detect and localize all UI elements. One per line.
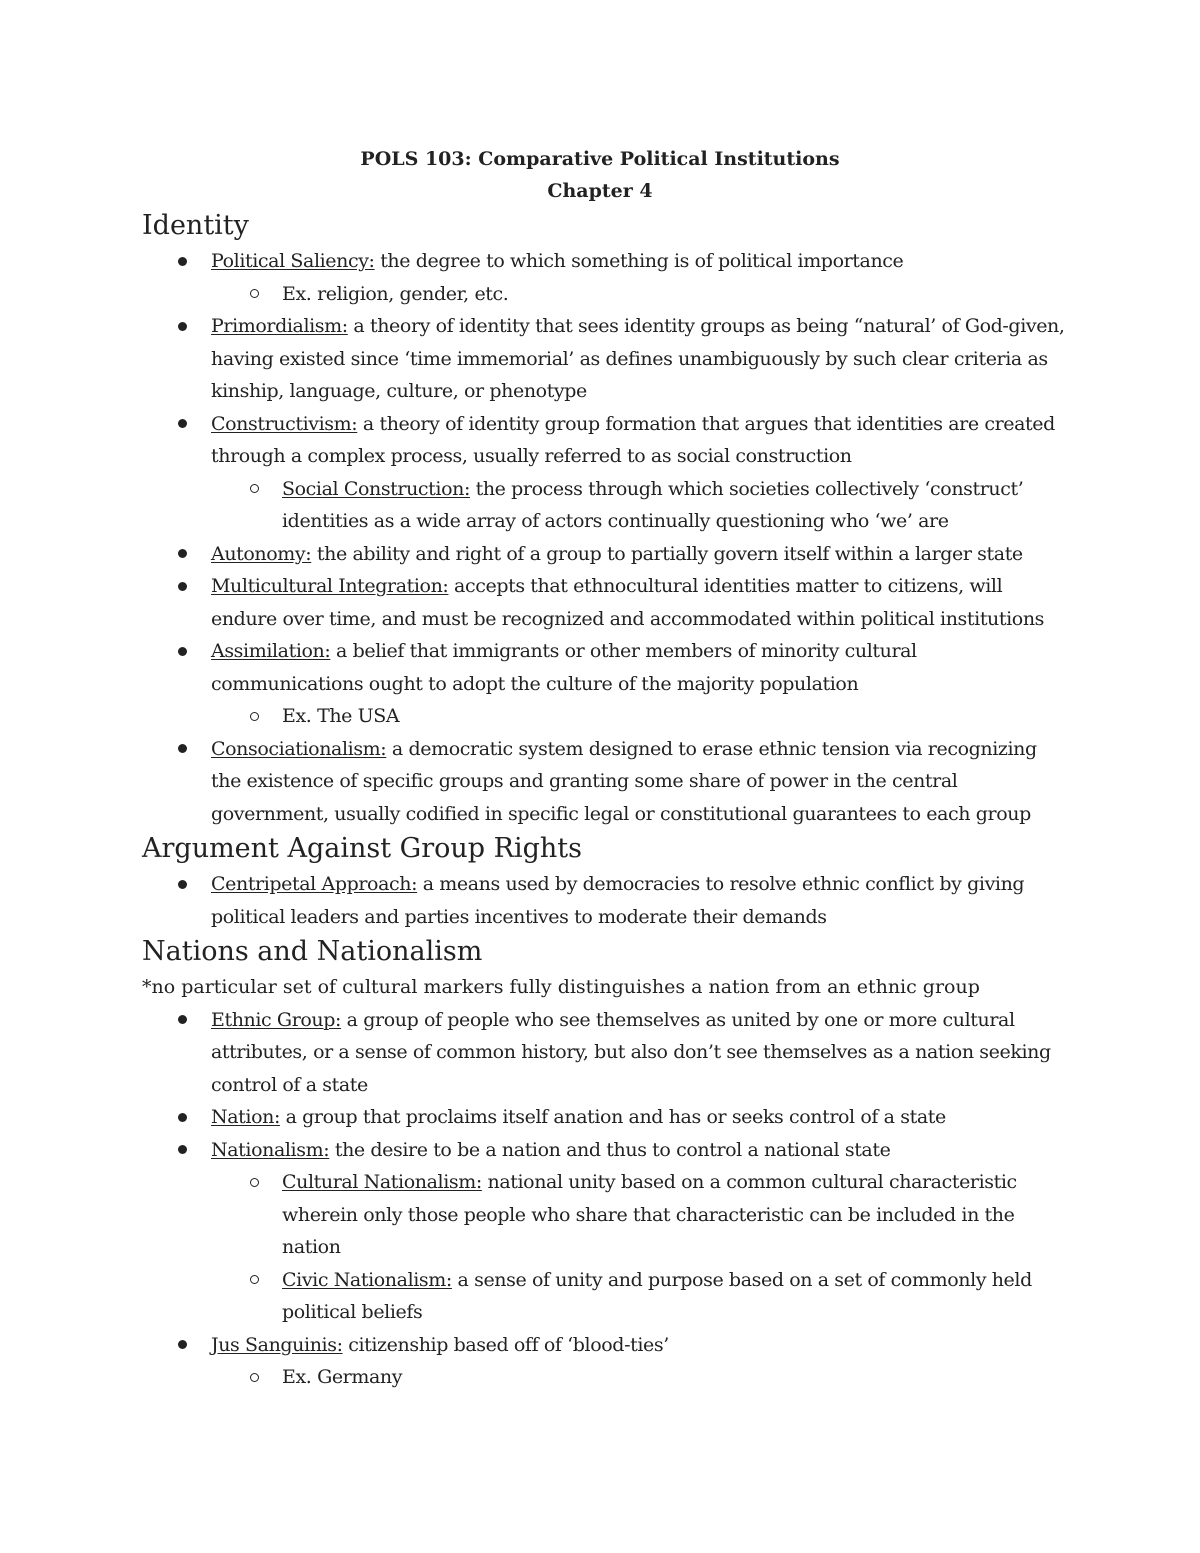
bullet-icon (178, 310, 187, 343)
term: Constructivism: (211, 412, 358, 435)
bullet-icon (178, 408, 187, 441)
hollow-bullet-icon (250, 278, 259, 311)
argument-list (142, 868, 1072, 933)
definition: a democratic system designed to erase ethnic tension via recognizing the existence of specific groups and granting some share of power in the central government, usually codified in specific legal or constitutional guarantees to each group (211, 737, 1037, 825)
list-item (142, 310, 1072, 408)
bullet-icon (178, 538, 187, 571)
bullet-icon (178, 1101, 187, 1134)
hollow-bullet-icon (250, 1264, 259, 1297)
term: Nation: (211, 1106, 280, 1128)
document-body (142, 207, 1072, 1394)
bullet-icon (178, 570, 187, 603)
definition: the process through which societies collectively ‘construct’ identities as a wide array of actors continually questioning who ‘we’ are (282, 477, 1024, 532)
definition: national unity based on a common cultural characteristic wherein only those people who share that characteristic can be included in the nation (282, 1171, 1017, 1258)
list-item (142, 538, 1072, 571)
list-item (142, 1264, 1072, 1329)
list-item (142, 570, 1072, 635)
section-note: *no particular set of cultural markers fully distinguishes a nation from an ethnic group (142, 976, 980, 998)
definition: a means used by democracies to resolve ethnic conflict by giving political leaders and parties incentives to moderate their demands (211, 873, 1025, 928)
bullet-icon (178, 1134, 187, 1167)
example: Ex. religion, gender, etc. (282, 282, 509, 305)
term: Autonomy: (211, 542, 312, 565)
hollow-bullet-icon (250, 1361, 259, 1394)
term: Political Saliency: (211, 250, 375, 272)
list-item (142, 1101, 1072, 1134)
term: Consociationalism: (211, 737, 387, 760)
hollow-bullet-icon (250, 473, 259, 506)
definition: citizenship based off of ‘blood-ties’ (342, 1333, 669, 1356)
bullet-icon (178, 1004, 187, 1037)
section-heading-identity: Identity (142, 210, 249, 241)
term: Civic Nationalism: (282, 1268, 452, 1291)
list-item (142, 278, 1072, 311)
definition: the ability and right of a group to partially govern itself within a larger state (311, 542, 1023, 565)
list-item (142, 245, 1072, 278)
list-item (142, 1134, 1072, 1167)
definition: a theory of identity that sees identity groups as being “natural’ of God-given, having existed since ‘time immemorial’ as defines unambiguously by such clear criteria as kinship, language, culture, or phenotype (211, 315, 1065, 402)
list-item (142, 1329, 1072, 1362)
definition: a group that proclaims itself anation and has or seeks control of a state (279, 1106, 946, 1128)
definition: accepts that ethnocultural identities matter to citizens, will endure over time, and must be recognized and accommodated within political institutions (211, 575, 1045, 630)
definition: a belief that immigrants or other members of minority cultural communications ought to adopt the culture of the majority population (211, 640, 917, 695)
chapter-title: Chapter 4 (547, 180, 653, 202)
list-item (142, 1166, 1072, 1264)
nations-list (142, 1004, 1072, 1394)
course-title: POLS 103: Comparative Political Institutions (360, 148, 840, 170)
identity-list (142, 245, 1072, 830)
definition: a sense of unity and purpose based on a set of commonly held political beliefs (282, 1268, 1032, 1323)
term: Centripetal Approach: (211, 873, 418, 895)
definition: the degree to which something is of political importance (374, 250, 904, 272)
term: Multicultural Integration: (211, 575, 449, 597)
term: Primordialism: (211, 315, 348, 337)
section-heading-argument: Argument Against Group Rights (142, 833, 583, 864)
definition: a group of people who see themselves as united by one or more cultural attributes, or a sense of common history, but also don’t see themselves as a nation seeking control of a state (211, 1008, 1051, 1096)
term: Cultural Nationalism: (282, 1171, 482, 1193)
bullet-icon (178, 1329, 187, 1362)
list-item (142, 473, 1072, 538)
term: Assimilation: (211, 640, 331, 662)
list-item (142, 408, 1072, 473)
list-item (142, 733, 1072, 831)
term: Ethnic Group: (211, 1008, 342, 1031)
hollow-bullet-icon (250, 1166, 259, 1199)
list-item (142, 1004, 1072, 1102)
list-item (142, 700, 1072, 733)
hollow-bullet-icon (250, 700, 259, 733)
bullet-icon (178, 635, 187, 668)
bullet-icon (178, 733, 187, 766)
document-title (0, 143, 1200, 207)
example: Ex. Germany (282, 1366, 403, 1388)
list-item (142, 1361, 1072, 1394)
list-item (142, 635, 1072, 700)
section-heading-nations: Nations and Nationalism (142, 936, 483, 967)
bullet-icon (178, 245, 187, 278)
definition: a theory of identity group formation that argues that identities are created through a complex process, usually referred to as social construction (211, 412, 1055, 467)
example: Ex. The USA (282, 705, 400, 727)
term: Social Construction: (282, 477, 470, 500)
bullet-icon (178, 868, 187, 901)
term: Nationalism: (211, 1138, 330, 1161)
list-item (142, 868, 1072, 933)
definition: the desire to be a nation and thus to control a national state (329, 1138, 891, 1161)
term: Jus Sanguinis: (211, 1333, 343, 1356)
